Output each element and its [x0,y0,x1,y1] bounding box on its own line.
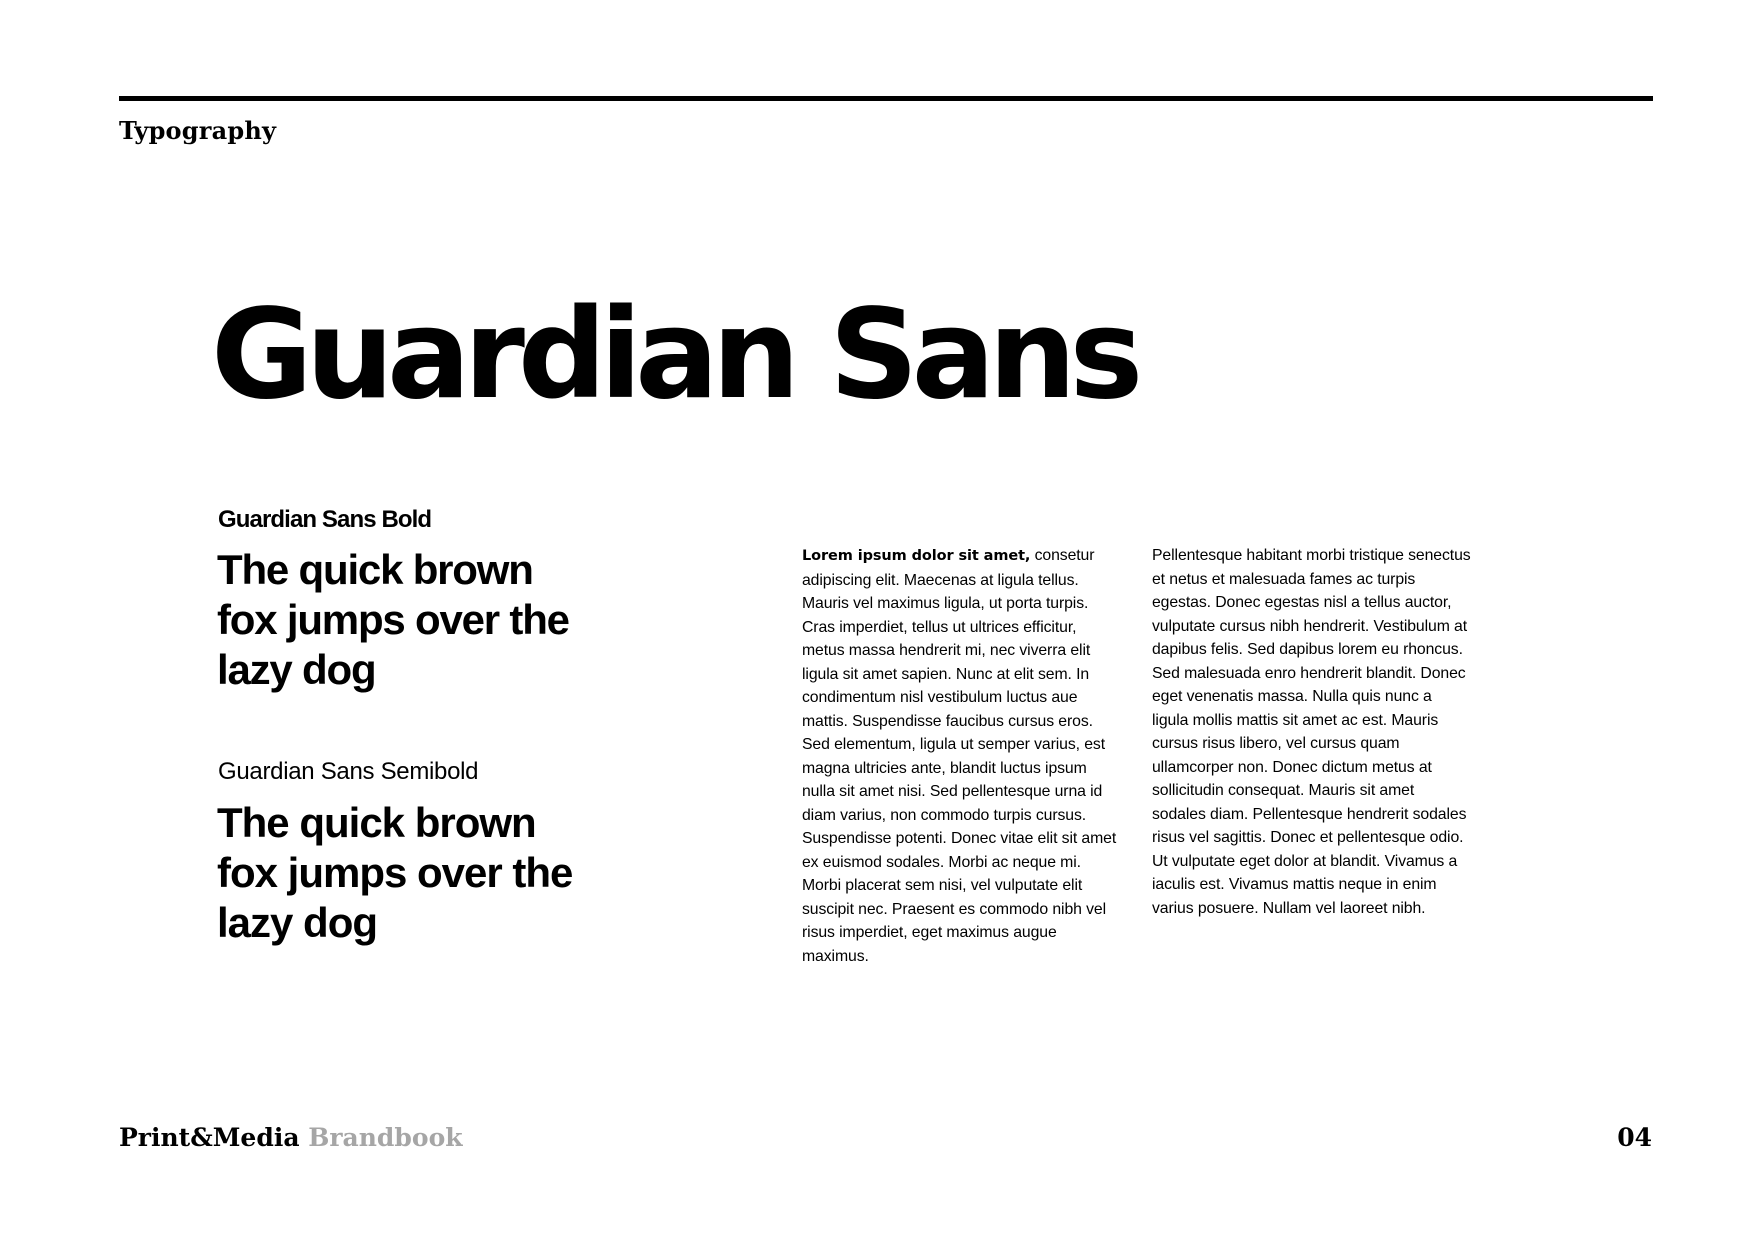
semibold-weight-label: Guardian Sans Semibold [218,758,479,785]
brand-primary: Print&Media [119,1123,300,1152]
body-column-left [802,544,1122,968]
typeface-title: Guardian Sans [211,283,1137,427]
body-column-left-text: consetur adipiscing elit. Maecenas at ligula tellus. Mauris vel maximus ligula, ut porta turpis. Cras imperdiet, tellus ut ultrices efficitur, metus massa hendrerit mi, nec viverra elit ligula sit amet sapien. Nunc at elit sem. In condimentum nisl vestibulum luctus aue mattis. Suspendisse faucibus cursus eros. Sed elementum, ligula ut semper varius, est magna ultricies ante, blandit luctus ipsum nulla sit amet nisi. Sed pellentesque urna id diam varius, non commodo turpis cursus. Suspendisse potenti. Donec vitae elit sit amet ex euismod sodales. Morbi ac neque mi. Morbi placerat sem nisi, vel vulputate elit suscipit nec. Praesent es commodo nibh vel risus imperdiet, eget maximus augue maximus. [802,547,1117,965]
section-label: Typography [119,116,277,145]
body-column-right: Pellentesque habitant morbi tristique senectus et netus et malesuada fames ac turpis egestas. Donec egestas nisl a tellus auctor, vulputate cursus nibh hendrerit. Vestibulum at dapibus felis. Sed dapibus lorem eu rhoncus. Sed malesuada enro hendrerit blandit. Donec eget venenatis massa. Nulla quis nunc a ligula mollis mattis sit amet ac est. Mauris cursus risus libero, vel cursus quam ullamcorper non. Donec dictum metus at sollicitudin consequat. Mauris sit amet sodales diam. Pellentesque hendrerit sodales risus vel sagittis. Donec et pellentesque odio. Ut vulputate eget dolor at blandit. Vivamus a iaculis est. Vivamus mattis neque in enim varius posuere. Nullam vel laoreet nibh. [1152,547,1471,917]
body-lead-bold: Lorem ipsum dolor sit amet, [802,548,1031,564]
page-number: 04 [1617,1123,1652,1152]
footer-brand [119,1123,463,1153]
brand-secondary: Brandbook [308,1123,463,1152]
semibold-pangram: The quick brown fox jumps over the lazy dog [217,799,573,946]
bold-pangram: The quick brown fox jumps over the lazy dog [217,546,569,693]
bold-weight-label: Guardian Sans Bold [218,506,432,533]
top-rule [119,96,1653,101]
